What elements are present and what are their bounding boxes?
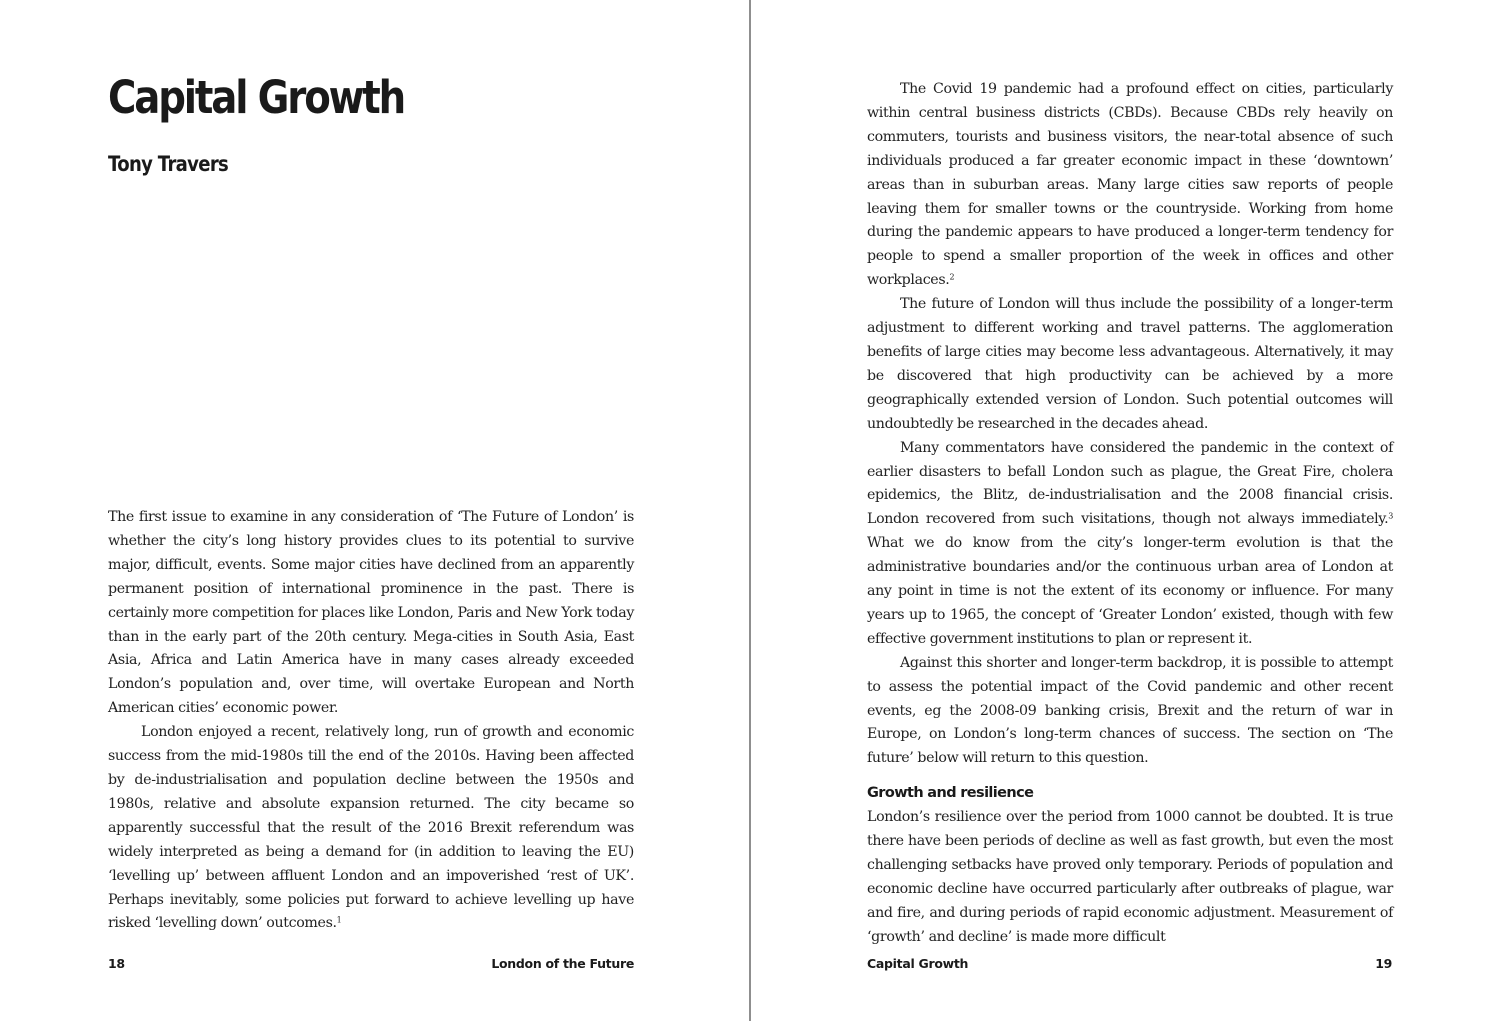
paragraph-text: What we do know from the city’s longer-term evolution is that the administrative boundaries and/or the continuous urban area of London at any point in time is not the extent of its economy or influence. For many years up to 1965, the concept of ‘Greater London’ existed, though with few effective government institutions to plan or represent it.	[867, 535, 1393, 647]
chapter-author: Tony Travers	[108, 152, 229, 176]
running-title-right: Capital Growth	[867, 956, 969, 971]
paragraph-text: The first issue to examine in any consideration of ‘The Future of London’ is whether the city’s long history provides clues to its potential to survive major, difficult, events. Some major cities have declined from an apparently permanent position of international prominence in the past. There is certainly more competition for places like London, Paris and New York today than in the early part of the 20th century. Mega-cities in South Asia, East Asia, Africa and Latin America have in many cases already exceeded London’s population and, over time, will overtake European and North American cities’ economic power.	[108, 509, 634, 717]
running-title-left: London of the Future	[491, 956, 634, 971]
right-paragraph-3	[867, 437, 1393, 652]
right-body-text	[867, 78, 1393, 950]
paragraph-text: Many commentators have considered the pandemic in the context of earlier disasters to befall London such as plague, the Great Fire, cholera epidemics, the Blitz, de-industrialisation and the 2008 financial crisis. London recovered from such visitations, though not always immediately.	[867, 439, 1393, 528]
paragraph-text: London enjoyed a recent, relatively long, run of growth and economic success from the mid-1980s till the end of the 2010s. Having been affected by de-industrialisation and population decline between the 1950s and 1980s, relative and absolute expansion returned. The city became so apparently successful that the result of the 2016 Brexit referendum was widely interpreted as being a demand for (in addition to leaving the EU) ‘levelling up’ between affluent London and an impoverished ‘rest of UK’. Perhaps inevitably, some policies put forward to achieve levelling up have risked ‘levelling down’ outcomes.	[108, 724, 634, 932]
paragraph-text: London’s resilience over the period from 1000 cannot be doubted. It is true there have been periods of decline as well as fast growth, but even the most challenging setbacks have proved only temporary. Periods of population and economic decline have occurred particularly after outbreaks of plague, war and fire, and during periods of rapid economic adjustment. Measurement of ‘growth’ and decline’ is made more difficult	[867, 809, 1393, 945]
page-number-right: 19	[1375, 956, 1392, 971]
right-paragraph-2	[867, 293, 1393, 436]
left-body-text	[108, 506, 634, 936]
right-paragraph-4	[867, 652, 1393, 772]
footnote-marker-2[interactable]: 2	[949, 272, 955, 282]
left-page	[0, 0, 749, 1021]
right-page	[751, 0, 1500, 1021]
right-paragraph-5	[867, 806, 1393, 949]
footnote-marker-3[interactable]: 3	[1388, 511, 1393, 521]
left-paragraph-1	[108, 506, 634, 721]
footnote-marker-1[interactable]: 1	[336, 916, 342, 926]
section-heading: Growth and resilience	[867, 785, 1034, 802]
paragraph-text: The Covid 19 pandemic had a profound effect on cities, particularly within central business districts (CBDs). Because CBDs rely heavily on commuters, tourists and business visitors, the near-total absence of such individuals produced a far greater economic impact in these ‘downtown’ areas than in suburban areas. Many large cities saw reports of people leaving them for smaller towns or the countryside. Working from home during the pandemic appears to have produced a longer-term tendency for people to spend a smaller proportion of the week in offices and other workplaces.	[867, 81, 1393, 289]
page-number-left: 18	[108, 956, 125, 971]
left-paragraph-2	[108, 721, 634, 936]
paragraph-text: Against this shorter and longer-term backdrop, it is possible to attempt to assess the potential impact of the Covid pandemic and other recent events, eg the 2008-09 banking crisis, Brexit and the return of war in Europe, on London’s long-term chances of success. The section on ‘The future’ below will return to this question.	[867, 654, 1393, 767]
right-paragraph-1	[867, 78, 1393, 293]
chapter-title: Capital Growth	[108, 71, 404, 124]
paragraph-text: The future of London will thus include the possibility of a longer-term adjustment to different working and travel patterns. The agglomeration benefits of large cities may become less advantageous. Alternatively, it may be discovered that high productivity can be achieved by a more geographically extended version of London. Such potential outcomes will undoubtedly be researched in the decades ahead.	[867, 296, 1393, 432]
